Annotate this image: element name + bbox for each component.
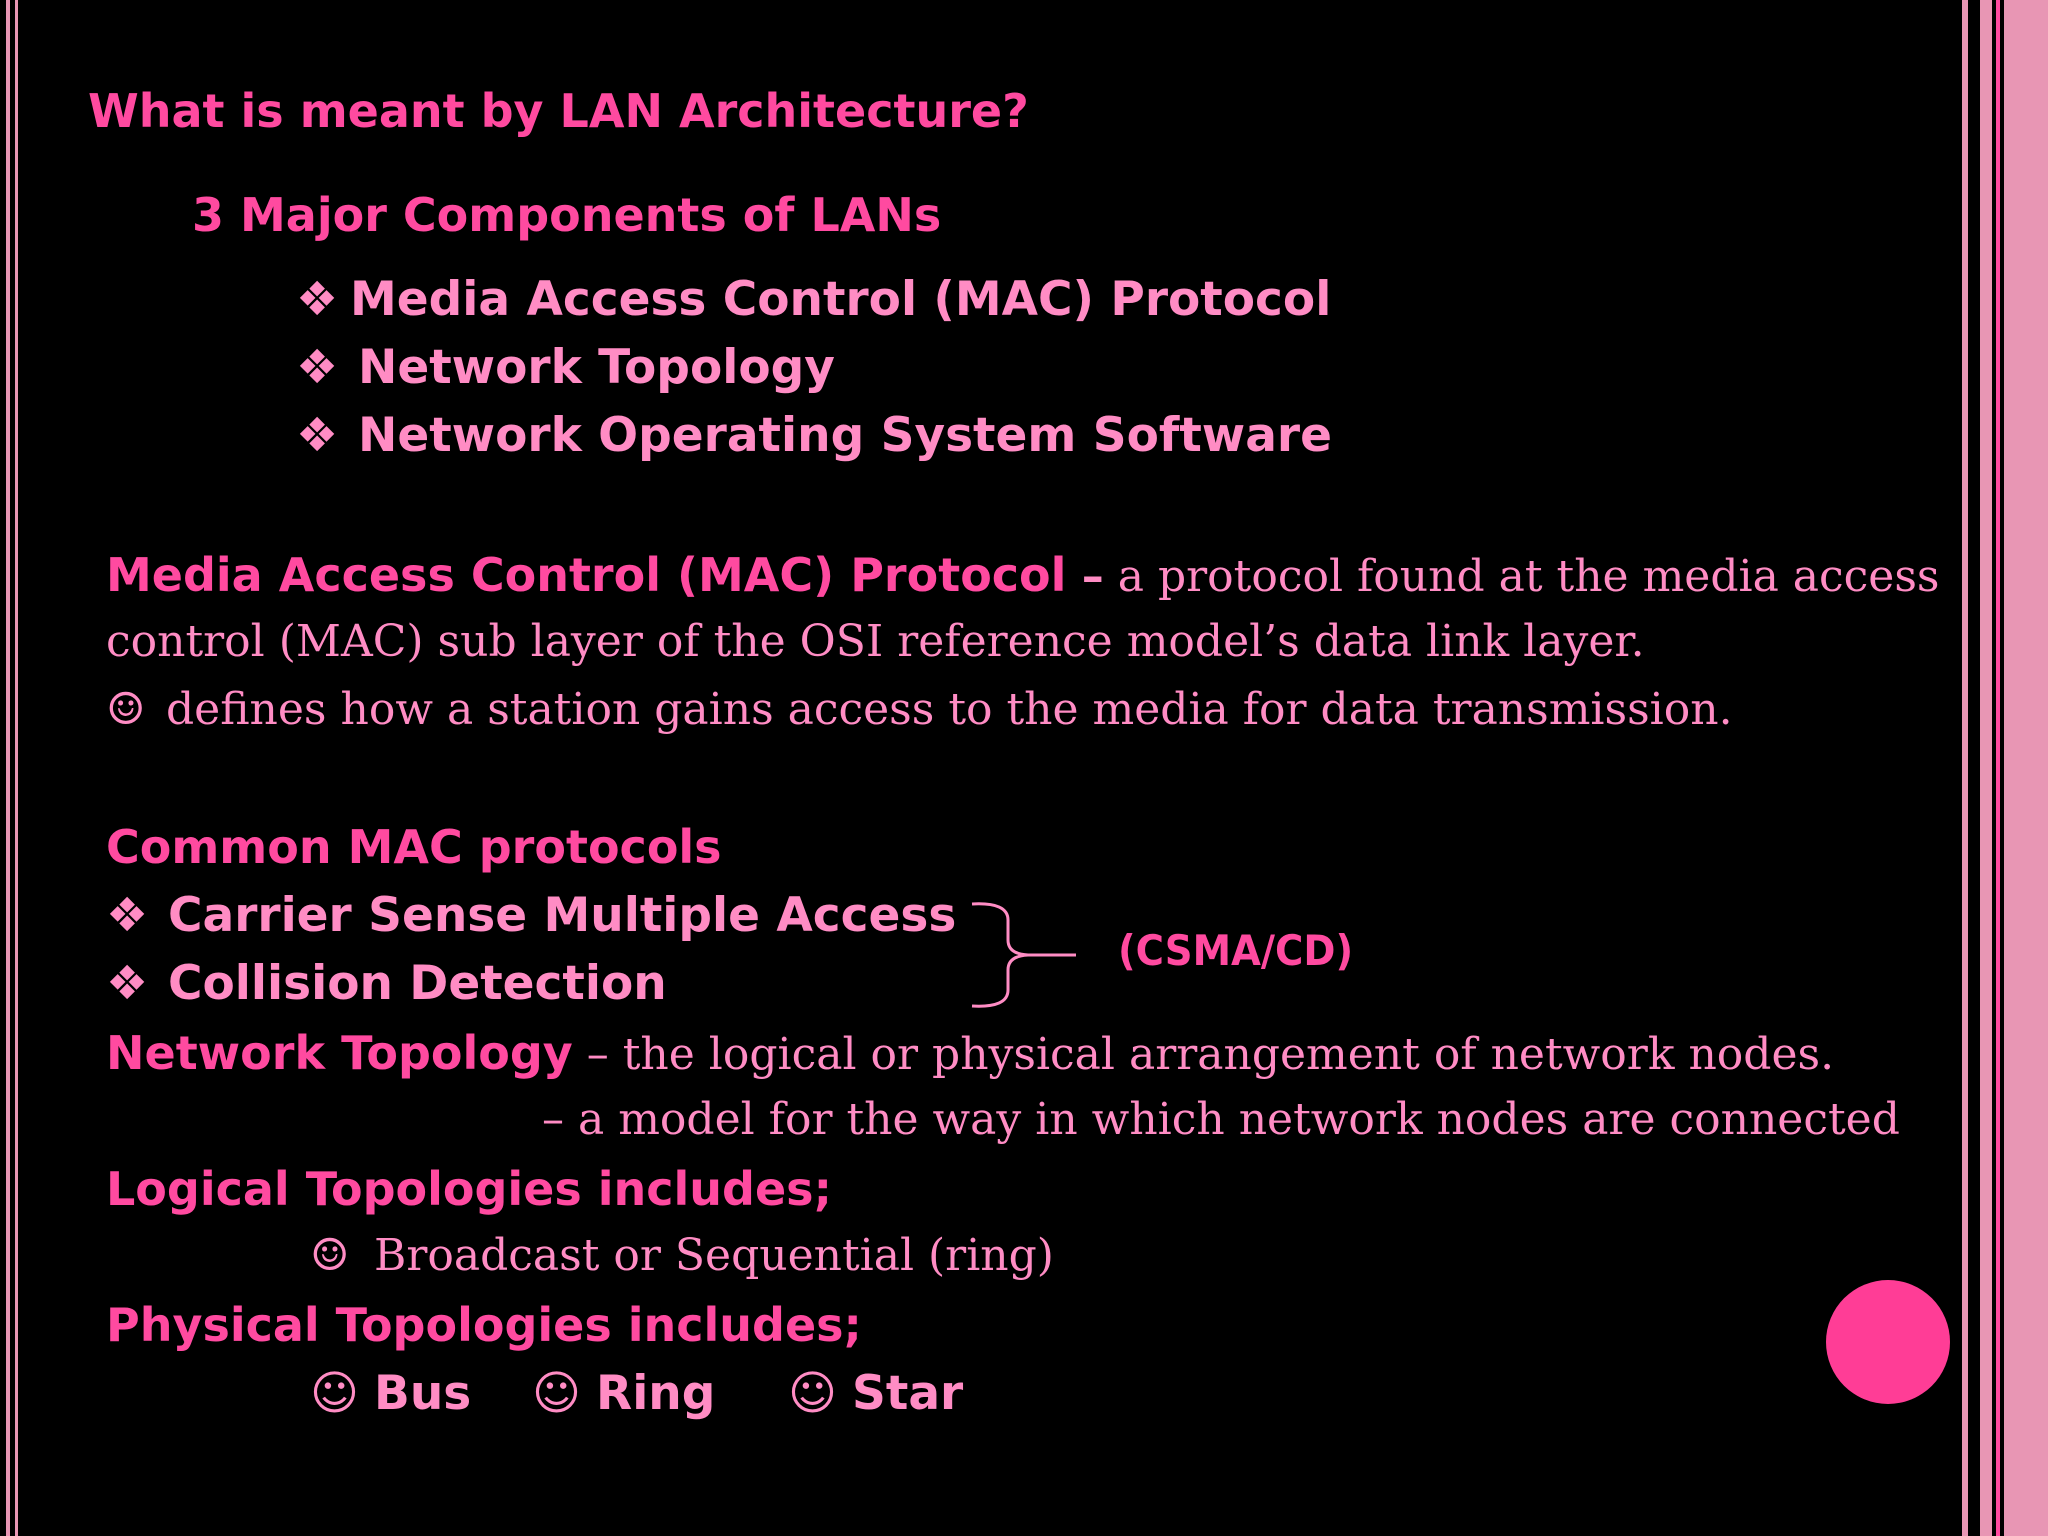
csma-cd-label: (CSMA/CD): [1118, 926, 1354, 975]
physical-topologies-heading: Physical Topologies includes;: [106, 1298, 862, 1352]
topology-term: Network Topology: [106, 1026, 573, 1080]
physical-topology-item: [788, 1366, 963, 1421]
component-label: Network Operating System Software: [358, 408, 1332, 463]
physical-topology-label: Ring: [596, 1366, 716, 1421]
topology-definition-text: – the logical or physical arrangement of network nodes.: [572, 1029, 1835, 1080]
common-protocols-heading: Common MAC protocols: [106, 820, 722, 874]
logical-topology-label: Broadcast or Sequential (ring): [374, 1230, 1054, 1281]
physical-topology-label: Bus: [374, 1366, 472, 1421]
curly-brace-icon: [970, 900, 1080, 1010]
left-border-line: [6, 0, 10, 1536]
protocol-label: Carrier Sense Multiple Access: [168, 888, 957, 943]
component-item: [296, 408, 1332, 463]
right-border-stripe-2: [1980, 0, 1992, 1536]
right-border-stripe-4: [2004, 0, 2048, 1536]
slide-title: What is meant by LAN Architecture?: [88, 84, 1029, 138]
diamond-bullet-icon: ❖: [296, 272, 339, 327]
logical-topology-item: [310, 1230, 1054, 1281]
mac-definition-line-3: [106, 684, 1733, 735]
smiley-icon: ☺: [788, 1366, 837, 1421]
protocol-item: [106, 956, 667, 1011]
mac-definition-text: a protocol found at the media access: [1103, 551, 1940, 602]
physical-topology-item: [532, 1366, 715, 1421]
logical-topologies-heading: Logical Topologies includes;: [106, 1162, 832, 1216]
protocol-label: Collision Detection: [168, 956, 667, 1011]
physical-topology-label: Star: [852, 1366, 964, 1421]
mac-definition-line-1: [106, 548, 1940, 602]
mac-dash: –: [1066, 551, 1104, 602]
physical-topology-item: [310, 1366, 471, 1421]
component-label: Media Access Control (MAC) Protocol: [350, 272, 1332, 327]
diamond-bullet-icon: ❖: [106, 956, 149, 1011]
smiley-icon: ☺: [310, 1230, 350, 1281]
protocol-item: [106, 888, 956, 943]
components-heading: 3 Major Components of LANs: [192, 188, 942, 242]
mac-definition-line-2: control (MAC) sub layer of the OSI reference model’s data link layer.: [106, 616, 1645, 667]
smiley-icon: ☺: [532, 1366, 581, 1421]
component-item: [296, 340, 835, 395]
mac-term: Media Access Control (MAC) Protocol: [106, 548, 1067, 602]
smiley-icon: ☺: [310, 1366, 359, 1421]
topology-definition-line-2: – a model for the way in which network nodes are connected: [542, 1094, 1900, 1145]
component-item: [296, 272, 1331, 327]
topology-definition-line-1: [106, 1026, 1834, 1080]
component-label: Network Topology: [358, 340, 835, 395]
diamond-bullet-icon: ❖: [296, 408, 339, 463]
mac-definition-text: defines how a station gains access to the media for data transmission.: [166, 684, 1733, 735]
smiley-icon: ☺: [106, 684, 146, 735]
decorative-circle: [1826, 1280, 1950, 1404]
right-border-stripe-3: [1996, 0, 2000, 1536]
diamond-bullet-icon: ❖: [106, 888, 149, 943]
right-border-stripe-1: [1962, 0, 1968, 1536]
diamond-bullet-icon: ❖: [296, 340, 339, 395]
left-border-inner-line: [15, 0, 18, 1536]
